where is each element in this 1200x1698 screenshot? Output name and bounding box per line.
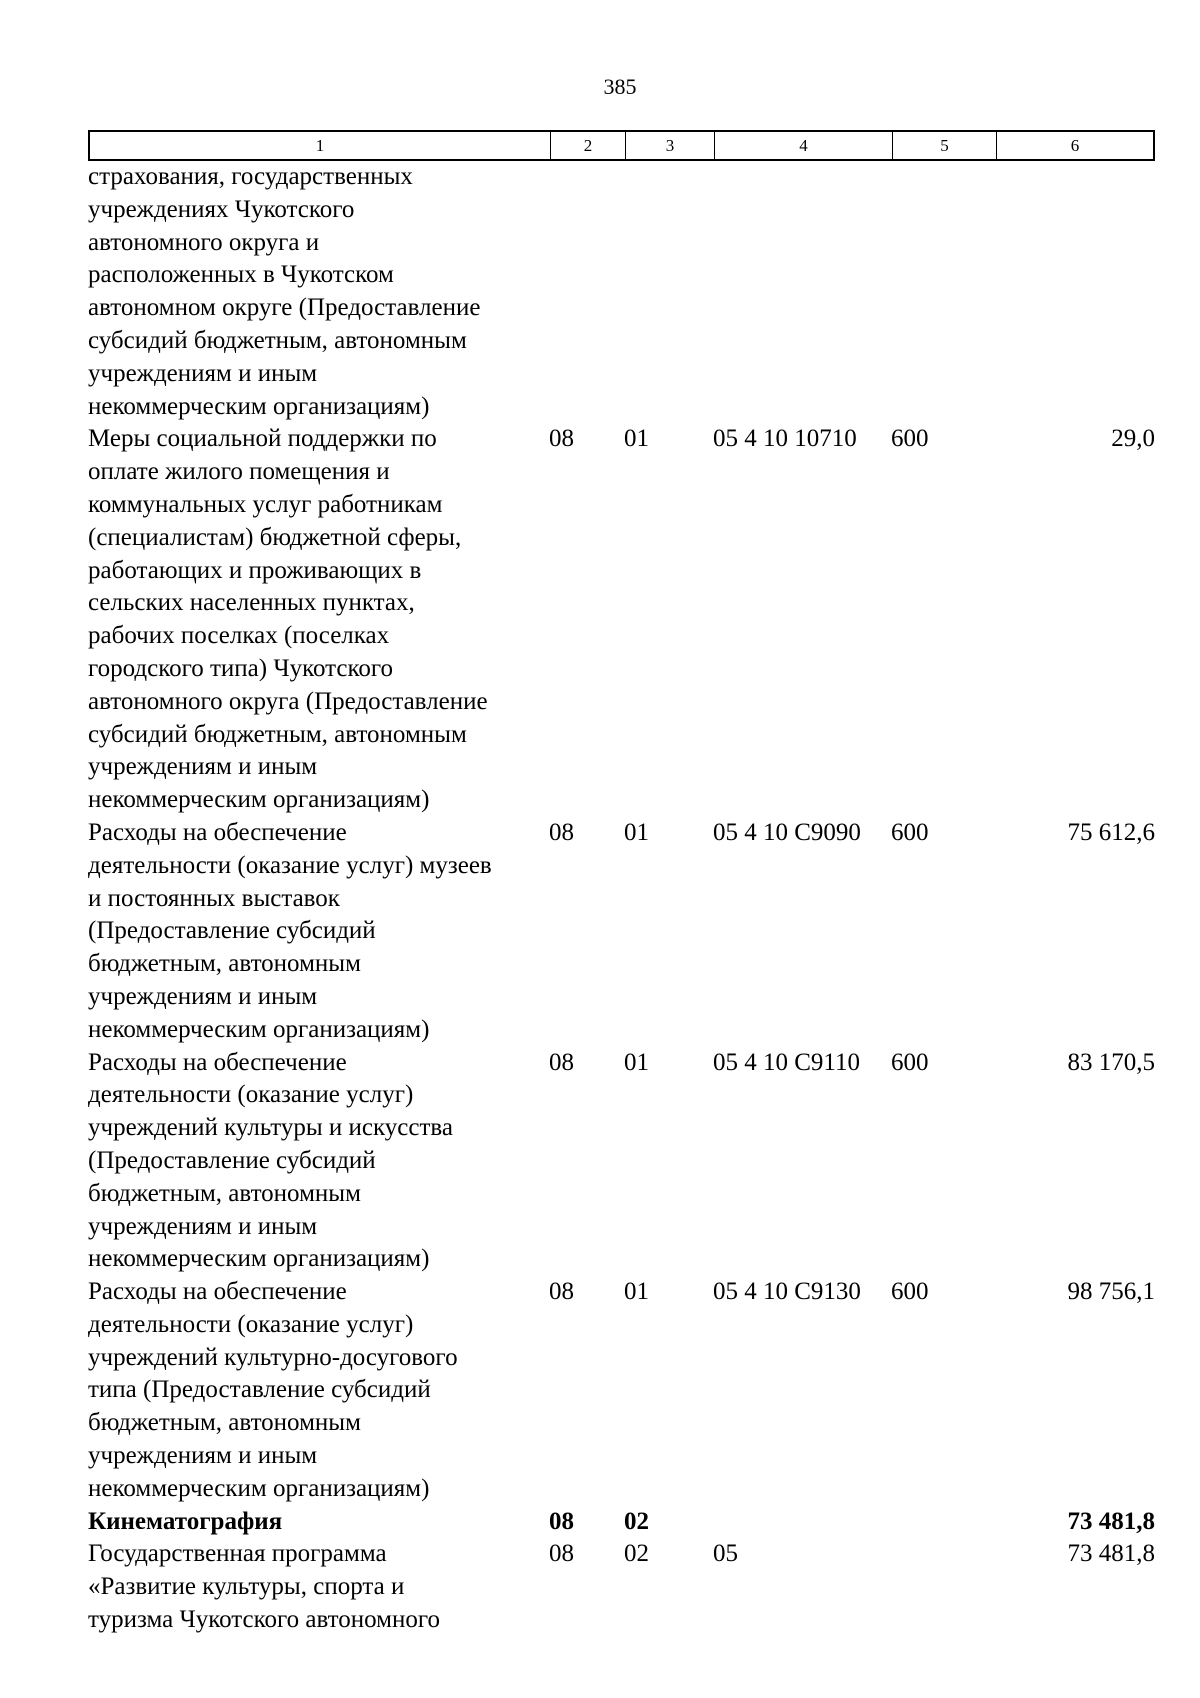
row-razdel: 08: [549, 1048, 574, 1076]
row-amount: 75 612,6: [1067, 818, 1155, 846]
row-csr: 05 4 10 С9130: [713, 1278, 861, 1306]
row-name: Расходы на обеспечение деятельности (оказание услуг) учреждений культуры и искусства (Предоставление субсидий бюджетным, автономным учреждениям и иным некоммерческим организациям): [88, 1048, 453, 1273]
table-body: [88, 161, 1158, 1637]
row-amount: 98 756,1: [1067, 1278, 1155, 1306]
table-row: [88, 161, 1158, 423]
table-header: [88, 130, 1155, 161]
row-razdel: 08: [549, 818, 574, 846]
table-row: [88, 817, 1158, 1047]
row-podrazdel: 01: [624, 425, 649, 453]
table-row: [88, 1538, 1158, 1636]
header-col-4: 4: [715, 132, 893, 159]
row-razdel: 08: [549, 425, 574, 453]
table-row-section: [88, 1506, 1158, 1539]
row-name: Меры социальной поддержки по оплате жилого помещения и коммунальных услуг работникам (специалистам) бюджетной сферы, работающих и проживающих в сельских населенных пунктах, рабочих поселках (поселках городского типа) Чукотского автономного округа (Предоставление субсидий бюджетным, автономным учреждениям и иным некоммерческим организациям): [88, 425, 488, 814]
row-csr: 05 4 10 С9090: [713, 818, 861, 846]
row-amount: 73 481,8: [1067, 1507, 1155, 1535]
row-vr: 600: [891, 818, 929, 846]
row-podrazdel: 01: [624, 818, 649, 846]
row-razdel: 08: [549, 1278, 574, 1306]
header-col-6: 6: [1070, 135, 1080, 155]
row-razdel: 08: [549, 1507, 574, 1535]
row-podrazdel: 02: [624, 1507, 649, 1535]
row-name: Расходы на обеспечение деятельности (оказание услуг) музеев и постоянных выставок (Предоставление субсидий бюджетным, автономным учреждениям и иным некоммерческим организациям): [88, 818, 492, 1043]
header-col-2: 2: [551, 132, 626, 159]
row-csr: 05 4 10 С9110: [713, 1048, 860, 1076]
row-vr: 600: [891, 1048, 929, 1076]
row-amount: 73 481,8: [1067, 1540, 1155, 1568]
row-amount: 29,0: [1111, 425, 1155, 453]
row-amount: 83 170,5: [1067, 1048, 1155, 1076]
row-podrazdel: 01: [624, 1278, 649, 1306]
row-name: Государственная программа «Развитие культуры, спорта и туризма Чукотского автономного: [88, 1540, 440, 1634]
page-number: 385: [603, 74, 637, 99]
row-csr: 05 4 10 10710: [713, 425, 857, 453]
row-name: Кинематография: [88, 1507, 283, 1535]
header-col-3: 3: [626, 132, 715, 159]
row-name: страхования, государственных учреждениях Чукотского автономного округа и расположенных в Чукотском автономном округе (Предоставление субсидий бюджетным, автономным учреждениям и иным некоммерческим организациям): [88, 163, 481, 420]
row-vr: 600: [891, 1278, 929, 1306]
header-col-1: 1: [90, 132, 551, 159]
row-name: Расходы на обеспечение деятельности (оказание услуг) учреждений культурно-досугового типа (Предоставление субсидий бюджетным, автономным учреждениям и иным некоммерческим организациям): [88, 1278, 458, 1502]
row-csr: 05: [713, 1540, 738, 1568]
table-row: [88, 1276, 1158, 1506]
table-row: [88, 423, 1158, 817]
row-podrazdel: 02: [624, 1540, 649, 1568]
row-podrazdel: 01: [624, 1048, 649, 1076]
row-vr: 600: [891, 425, 929, 453]
header-col-5: 5: [893, 132, 997, 159]
table-row: [88, 1047, 1158, 1277]
row-razdel: 08: [549, 1540, 574, 1568]
